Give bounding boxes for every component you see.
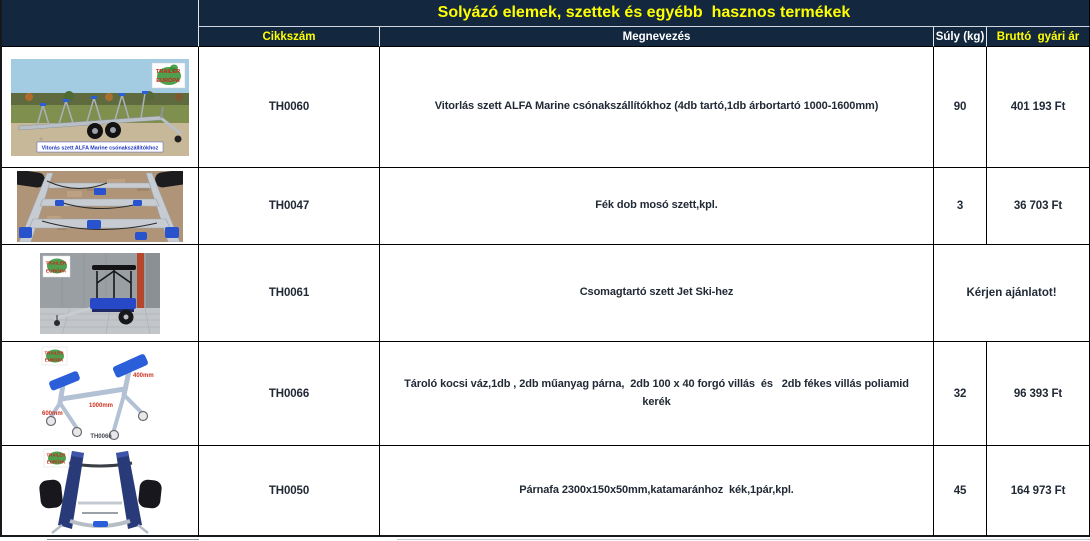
storage-cart-photo [39,345,161,443]
svg-text:1000mm: 1000mm [89,402,114,409]
svg-text:TRAILER: TRAILER [45,261,67,266]
svg-text:TRAILER: TRAILER [155,68,181,75]
svg-text:EURÓPA: EURÓPA [44,357,64,362]
quote-value: Kérjen ajánlatot! [966,287,1057,299]
next-row-border-fragment-left [47,539,199,540]
corner-cell [2,0,199,47]
price-cell [987,168,1090,245]
header-name-label: Megnevezés [622,30,691,43]
code-value: TH0066 [268,387,310,400]
weight-cell [934,342,987,446]
code-cell [199,342,380,446]
svg-text:600mm: 600mm [42,410,63,417]
quote-cell [934,245,1090,342]
bunk-boards-photo [38,447,163,534]
svg-text:Vitorás szett ALFA Marine csón: Vitorás szett ALFA Marine csónakszállítókhoz [41,145,159,151]
product-image-th0060 [2,47,199,168]
product-image-th0050 [2,446,199,537]
weight-value: 3 [956,200,964,212]
weight-cell [934,168,987,245]
code-value: TH0050 [268,484,310,497]
name-cell [380,446,934,537]
weight-cell [934,446,987,537]
name-value: Csomagtartó szett Jet Ski-hez [579,286,734,299]
trailer-europa-logo [152,63,185,88]
name-value: Fék dob mosó szett,kpl. [595,199,718,212]
name-cell [380,168,934,245]
svg-text:EURÓPA: EURÓPA [156,77,180,84]
svg-text:400mm: 400mm [133,372,154,379]
code-value: TH0061 [268,287,310,299]
code-cell [199,245,380,342]
code-value: TH0047 [268,200,310,212]
name-cell [380,245,934,342]
header-code [199,27,380,47]
name-value: Tároló kocsi váz,1db , 2db műanyag párna, 2db 100 x 40 forgó villás és 2db fékes villás poliamid kerék [404,377,912,408]
svg-text:TRAILER: TRAILER [45,452,66,458]
price-value: 36 703 Ft [1013,200,1063,212]
svg-text:EURÓPA: EURÓPA [45,269,67,274]
name-value: Vitorlás szett ALFA Marine csónakszállítókhoz (4db tartó,1db árbortartó 1000-1600mm) [434,100,879,113]
table-title-cell [199,0,1090,27]
jetski-rack-photo [40,253,160,334]
sail-trailer-photo [11,59,189,156]
photo-caption [37,142,163,152]
name-cell [380,342,934,446]
code-cell [199,168,380,245]
next-row-border-fragment-right [397,539,1090,540]
weight-value: 32 [953,387,967,400]
price-value: 96 393 Ft [1013,387,1063,400]
header-name [380,27,934,47]
product-image-th0047 [2,168,199,245]
table-title: Solyázó elemek, szettek és egyébb hasznos termékek [437,4,851,21]
name-value: Párnafa 2300x150x50mm,katamaránhoz kék,1pár,kpl. [519,483,794,496]
code-cell [199,47,380,168]
model-label: TH0066 [90,433,112,440]
weight-cell [934,47,987,168]
svg-text:TRAILER: TRAILER [44,350,64,355]
brake-drum-set-photo [17,171,183,242]
price-value: 164 973 Ft [1010,484,1066,497]
code-cell [199,446,380,537]
trailer-europa-logo [44,449,69,467]
price-cell [987,47,1090,168]
weight-value: 45 [953,484,967,497]
trailer-europa-logo [42,347,67,365]
product-image-th0066 [2,342,199,446]
code-value: TH0060 [268,101,310,113]
trailer-europa-logo [43,256,70,277]
header-weight [934,27,987,47]
product-image-th0061 [2,245,199,342]
name-cell [380,47,934,168]
price-value: 401 193 Ft [1010,101,1066,113]
weight-value: 90 [953,101,967,113]
header-price-label: Bruttó gyári ár [996,30,1080,43]
price-cell [987,342,1090,446]
price-cell [987,446,1090,537]
header-code-label: Cikkszám [262,30,316,43]
header-price [987,27,1090,47]
header-weight-label: Súly (kg) [935,30,985,43]
svg-text:EURÓPA: EURÓPA [46,459,65,465]
